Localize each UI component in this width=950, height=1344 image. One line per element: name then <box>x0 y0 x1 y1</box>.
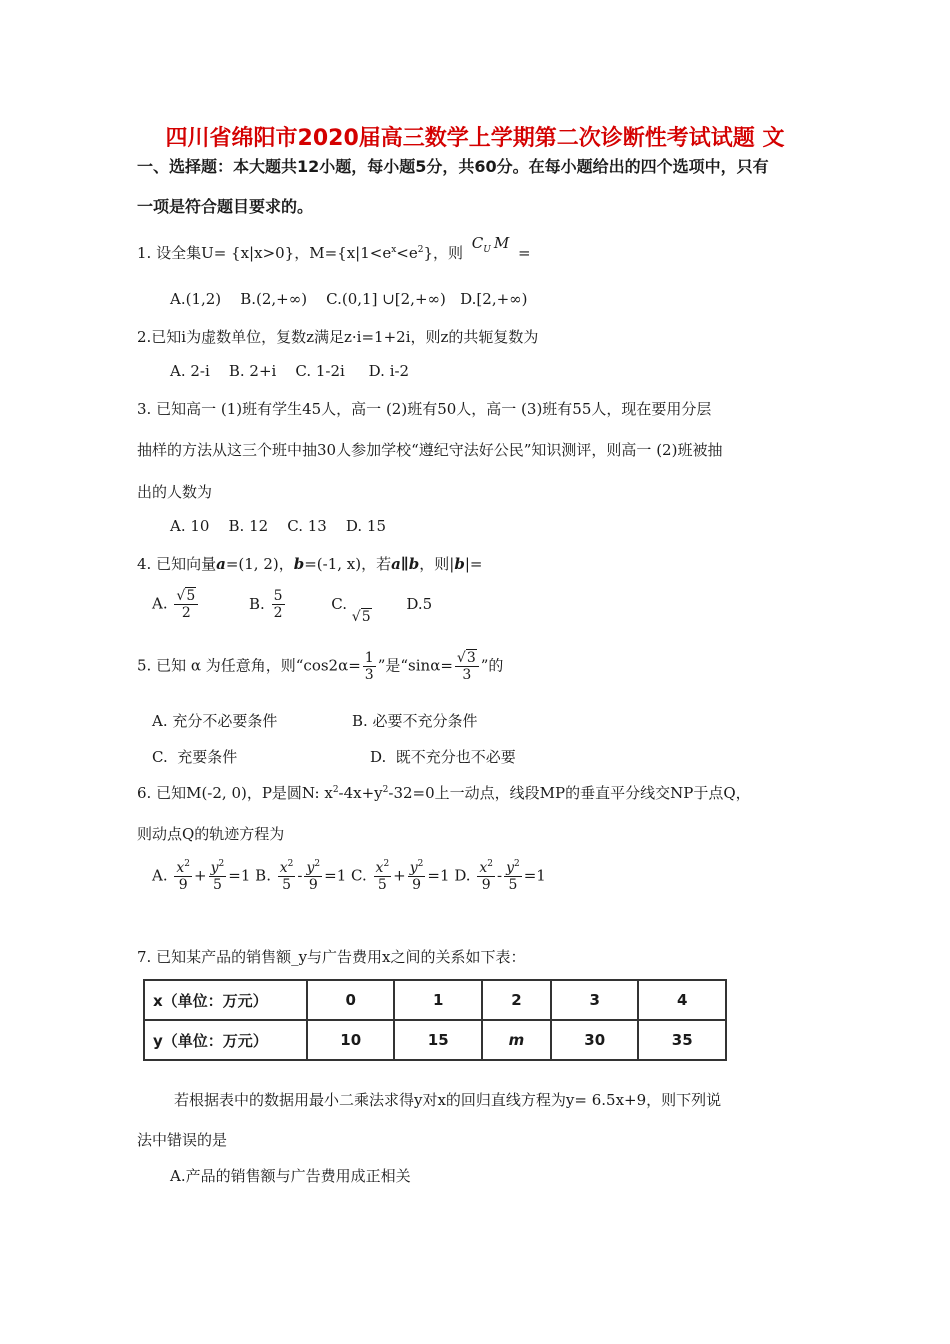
q4-option-b-fraction <box>272 588 285 621</box>
question-3-line1: 3. 已知高一 (1)班有学生45人，高一 (2)班有50人，高一 (3)班有55人，现在要用分层 <box>137 400 712 418</box>
q5-f1-num: 1 <box>364 650 374 666</box>
q5-option-d: D. 既不充分也不必要 <box>370 748 516 766</box>
table-cell: 2 <box>482 980 551 1020</box>
q2-options: A. 2-i B. 2+i C. 1-2i D. i-2 <box>170 362 410 380</box>
section-instructions-line2: 一项是符合题目要求的。 <box>137 197 314 216</box>
q4-a-val: =(1, 2)， <box>225 555 294 573</box>
q1-text-mid: <e <box>396 244 418 262</box>
q1-complement-sub: U <box>483 245 491 255</box>
q6-sup-2: 2 <box>382 785 389 795</box>
q5-text-post: ”的 <box>480 656 504 675</box>
q4-text-post: ，则| <box>419 555 455 573</box>
q6-b-frac-y: $\frac{y^2}{9}$ <box>306 859 321 894</box>
q4-option-a-num: 5 <box>186 588 196 604</box>
table-cell: m <box>482 1020 551 1060</box>
q4-option-b-den: 2 <box>273 605 283 622</box>
question-3-line3: 出的人数为 <box>137 483 213 501</box>
question-6-line1 <box>137 782 751 803</box>
q6-options: A. $\frac{x^2}{9}$ + $\frac{y^2}{5}$ =1 B. $\frac{x^2}{5}$ - $\frac{y^2}{9}$ =1 C. $\frac{x^2}{5}$ + $\frac{y^2}{9}$ =1 D. $\frac{x^2}{9}$ - $\frac{y^2}{5}$ =1 <box>152 859 546 894</box>
q4-option-c-label: C. <box>331 594 348 613</box>
table-cell: 0 <box>307 980 394 1020</box>
table-cell: 35 <box>638 1020 726 1060</box>
table-cell: 1 <box>394 980 481 1020</box>
q4-option-a-den: 2 <box>181 605 191 622</box>
q4-options <box>152 588 433 625</box>
q1-options: A.(1,2) B.(2,+∞) C.(0,1] ∪[2,+∞) D.[2,+∞) <box>170 290 528 308</box>
q5-f2-num: 3 <box>466 650 476 666</box>
question-6-line2: 则动点Q的轨迹方程为 <box>137 825 285 843</box>
question-5 <box>137 650 503 683</box>
q5-fraction-1 <box>363 650 376 683</box>
q4-end: |= <box>464 555 483 573</box>
q5-f2-den: 3 <box>462 667 472 684</box>
q7-paragraph-line1: 若根据表中的数据用最小二乘法求得y对x的回归直线方程为y= 6.5x+9，则下列说 <box>174 1091 722 1109</box>
q4-option-b-num: 5 <box>273 588 283 604</box>
q5-option-a: A. 充分不必要条件 <box>152 712 278 730</box>
q5-option-c: C. 充要条件 <box>152 748 238 766</box>
q4-option-a-fraction: $\frac{√5}{2}$ <box>174 588 198 621</box>
q4-option-d: D.5 <box>406 594 433 613</box>
q6-text-mid: -4x+y <box>338 784 383 802</box>
q6-b-frac-x: $\frac{x^2}{5}$ <box>279 859 294 894</box>
q1-sup-2: 2 <box>417 245 424 255</box>
q4-parallel: a∥b <box>391 555 420 573</box>
q4-option-a-label: A. <box>152 594 168 613</box>
q4-option-c-val: 5 <box>361 608 371 625</box>
q1-text-post: }，则 <box>423 244 464 262</box>
q4-b-val: =(-1, x)，若 <box>304 555 392 573</box>
q6-d-frac-y: $\frac{y^2}{5}$ <box>506 859 520 894</box>
page-title: 四川省绵阳市2020届高三数学上学期第二次诊断性考试试题 文 <box>165 126 785 151</box>
question-4 <box>137 553 482 574</box>
table-cell: 30 <box>551 1020 638 1060</box>
q6-a-frac-x: $\frac{x^2}{9}$ <box>176 859 191 894</box>
q1-complement-c: C <box>471 234 484 252</box>
q6-option-b-label: B. <box>255 866 271 885</box>
section-instructions-line1: 一、选择题：本大题共12小题，每小题5分，共60分。在每小题给出的四个选项中，只有 <box>137 157 769 176</box>
question-1 <box>137 234 531 265</box>
q6-option-d-label: D. <box>454 866 471 885</box>
q4-vec-a: a <box>216 555 226 573</box>
q7-option-a: A.产品的销售额与广告费用成正相关 <box>170 1167 411 1185</box>
q6-c-frac-y: $\frac{y^2}{9}$ <box>409 859 424 894</box>
q6-d-frac-x: $\frac{x^2}{9}$ <box>479 859 493 894</box>
q4-text-pre: 4. 已知向量 <box>137 555 217 573</box>
q7-paragraph-line2: 法中错误的是 <box>137 1131 228 1149</box>
table-cell: 10 <box>307 1020 394 1060</box>
q4-vec-b: b <box>293 555 305 573</box>
q6-c-frac-x: $\frac{x^2}{5}$ <box>375 859 390 894</box>
table-cell: 15 <box>394 1020 481 1060</box>
q1-eq: = <box>518 244 531 262</box>
q5-text-mid: ”是“sinα= <box>377 656 453 675</box>
question-2: 2.已知i为虚数单位，复数z满足z·i=1+2i，则z的共轭复数为 <box>137 328 539 346</box>
q6-text-pre: 6. 已知M(-2, 0)，P是圆N: x <box>137 784 333 802</box>
q4-option-b-label: B. <box>249 594 265 613</box>
q4-vec-b2: b <box>454 555 465 573</box>
question-3-line2: 抽样的方法从这三个班中抽30人参加学校“遵纪守法好公民”知识测评，则高一 (2)班被抽 <box>137 441 723 459</box>
q5-fraction-2: $\frac{√3}{3}$ <box>455 650 479 683</box>
q1-complement <box>472 234 509 255</box>
q1-sup-x: x <box>391 245 397 255</box>
q3-options: A. 10 B. 12 C. 13 D. 15 <box>170 517 386 535</box>
q6-option-a-label: A. <box>152 866 168 885</box>
q5-f1-den: 3 <box>364 667 374 684</box>
table-row <box>144 980 726 1020</box>
table-row <box>144 1020 726 1060</box>
q4-option-c-value: √5 <box>351 608 371 625</box>
q5-text-pre: 5. 已知 α 为任意角，则“cos2α= <box>137 656 361 675</box>
table-cell: 3 <box>551 980 638 1020</box>
data-table <box>143 979 727 1061</box>
table-row-header-x: x（单位：万元） <box>144 980 307 1020</box>
table-cell: 4 <box>638 980 726 1020</box>
q6-a-frac-y: $\frac{y^2}{5}$ <box>210 859 225 894</box>
q5-option-b: B. 必要不充分条件 <box>352 712 478 730</box>
q6-text-post: -32=0上一动点，线段MP的垂直平分线交NP于点Q， <box>388 784 751 802</box>
q6-sup-1: 2 <box>332 785 339 795</box>
q1-text-pre: 1. 设全集U= {x|x>0}，M={x|1<e <box>137 244 392 262</box>
q6-option-c-label: C. <box>351 866 367 885</box>
table-row-header-y: y（单位：万元） <box>144 1020 307 1060</box>
q1-complement-set: M <box>493 234 510 252</box>
question-7: 7. 已知某产品的销售额_y与广告费用x之间的关系如下表： <box>137 948 526 966</box>
